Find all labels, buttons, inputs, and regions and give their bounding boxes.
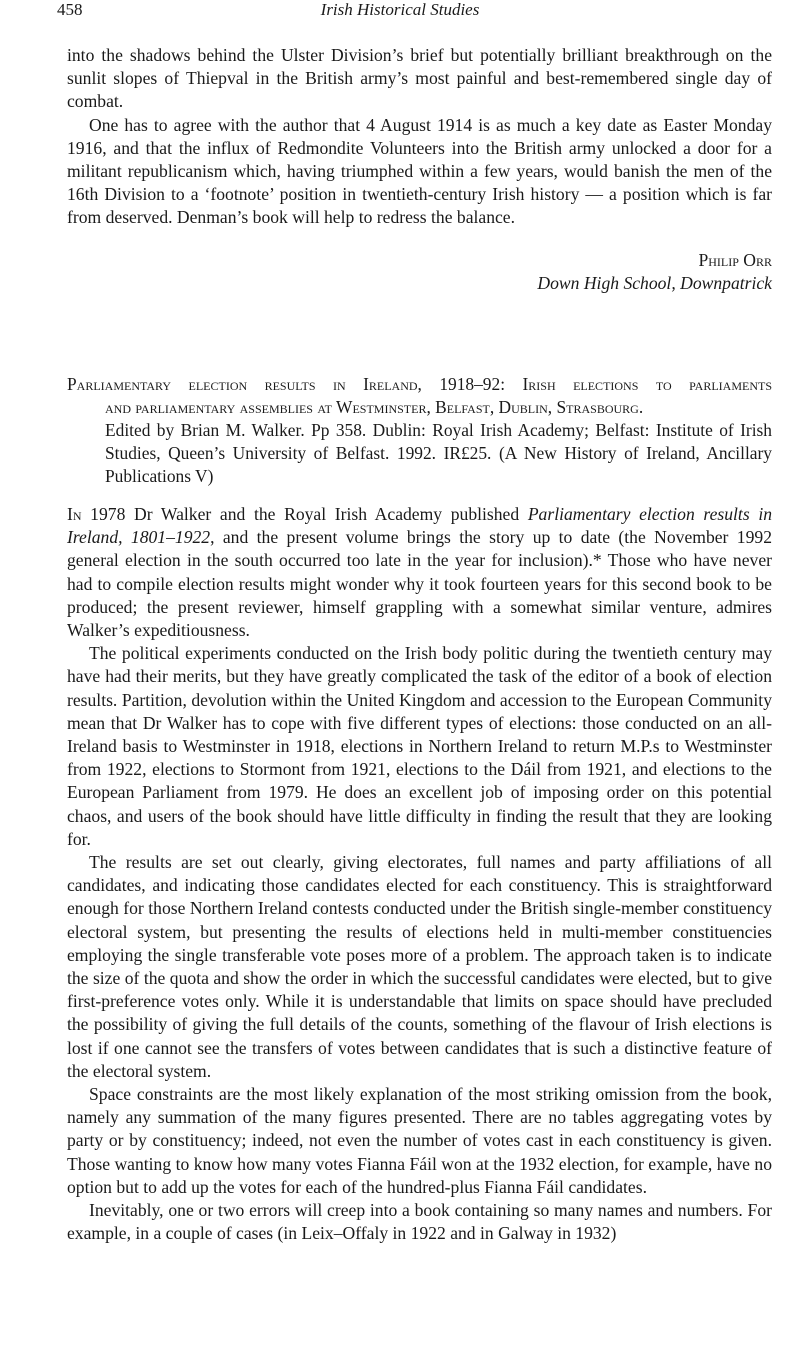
page-header: [0, 0, 800, 22]
review-2-book-heading: [67, 373, 772, 488]
drop-lead: In: [67, 504, 82, 524]
review-1-paragraph: One has to agree with the author that 4 August 1914 is as much a key date as Easter Monday 1916, and that the influx of Redmondite Volunteers into the British army unlocked a door for a militant republicanism which, having triumphed within a few years, would banish the men of the 16th Division to a ‘footnote’ position in twentieth-century Irish history — a position which is far from deserved. Denman’s book will help to redress the balance.: [67, 114, 772, 228]
cited-book-title: Parliamentary election results in Ireland, 1801–1922: [67, 504, 773, 548]
paragraph-text: , and the present volume brings the story up to date (the November 1992 general election in the south occurred too late in the year for inclusion).* Those who have never had to compile election results might wonder why it took fourteen years for this second book to be produced; the present reviewer, himself grappling with a somewhat similar venture, admires Walker’s expeditiousness.: [67, 527, 772, 641]
book-title-line-2: and parliamentary assemblies at Westminster, Belfast, Dublin, Strasbourg.: [105, 397, 644, 417]
review-2-paragraph: The political experiments conducted on the Irish body politic during the twentieth century may have had their merits, but they have greatly complicated the task of the editor of a book of election results. Partition, devolution within the United Kingdom and accession to the European Community mean that Dr Walker has to cope with five different types of elections: those conducted on an all-Ireland basis to Westminster in 1918, elections in Northern Ireland to return M.P.s to Westminster from 1922, elections to Stormont from 1921, elections to the Dáil from 1921, and elections to the European Parliament from 1979. He does an excellent job of imposing order on this potential chaos, and users of the book should have little difficulty in finding the result that they are looking for.: [67, 643, 772, 849]
review-1-paragraph: into the shadows behind the Ulster Division’s brief but potentially brilliant breakthrough on the sunlit slopes of Thiepval in the British army’s most painful and best-remembered single day of combat.: [67, 45, 772, 112]
review-1-body: [67, 44, 772, 230]
reviewer-affiliation: Down High School, Downpatrick: [537, 273, 772, 293]
review-2-paragraph: The results are set out clearly, giving electorates, full names and party affiliations of all candidates, and indicating those candidates elected for each constituency. This is straightforward enough for those Northern Ireland contests conducted under the British single-member constituency electoral system, but presenting the results of elections held in multi-member constituencies employing the single transferable vote poses more of a problem. The approach taken is to indicate the size of the quota and show the order in which the successful candidates were elected, but to give first-preference votes only. While it is understandable that limits on space should have precluded the possibility of giving the full details of the counts, something of the flavour of Irish elections is lost if one cannot see the transfers of votes between candidates that is such a distinctive feature of the electoral system.: [67, 852, 772, 1081]
page-number: 458: [57, 0, 83, 19]
book-title-line-1: Parliamentary election results in Ireland, 1918–92: Irish elections to parliaments: [67, 374, 772, 394]
running-title: Irish Historical Studies: [320, 0, 480, 19]
review-2-paragraph: Inevitably, one or two errors will creep into a book containing so many names and numbers. For example, in a couple of cases (in Leix–Offaly in 1922 and in Galway in 1932): [67, 1200, 772, 1244]
book-details: Edited by Brian M. Walker. Pp 358. Dublin: Royal Irish Academy; Belfast: Institute of Irish Studies, Queen’s University of Belfast. 1992. IR£25. (A New History of Ireland, Ancillary Publications V): [105, 420, 772, 486]
reviewer-name: Philip Orr: [698, 250, 772, 270]
review-2-paragraph: [67, 503, 772, 642]
review-2-paragraph: Space constraints are the most likely explanation of the most striking omission from the book, namely any summation of the many figures presented. There are no tables aggregating votes by party or by constituency; indeed, not even the number of votes cast in each constituency is given. Those wanting to know how many votes Fianna Fáil won at the 1932 election, for example, have no option but to add up the votes for each of the hundred-plus Fianna Fáil candidates.: [67, 1084, 772, 1197]
review-2-body: [67, 503, 772, 1246]
paragraph-text: 1978 Dr Walker and the Royal Irish Academy published: [81, 504, 528, 524]
